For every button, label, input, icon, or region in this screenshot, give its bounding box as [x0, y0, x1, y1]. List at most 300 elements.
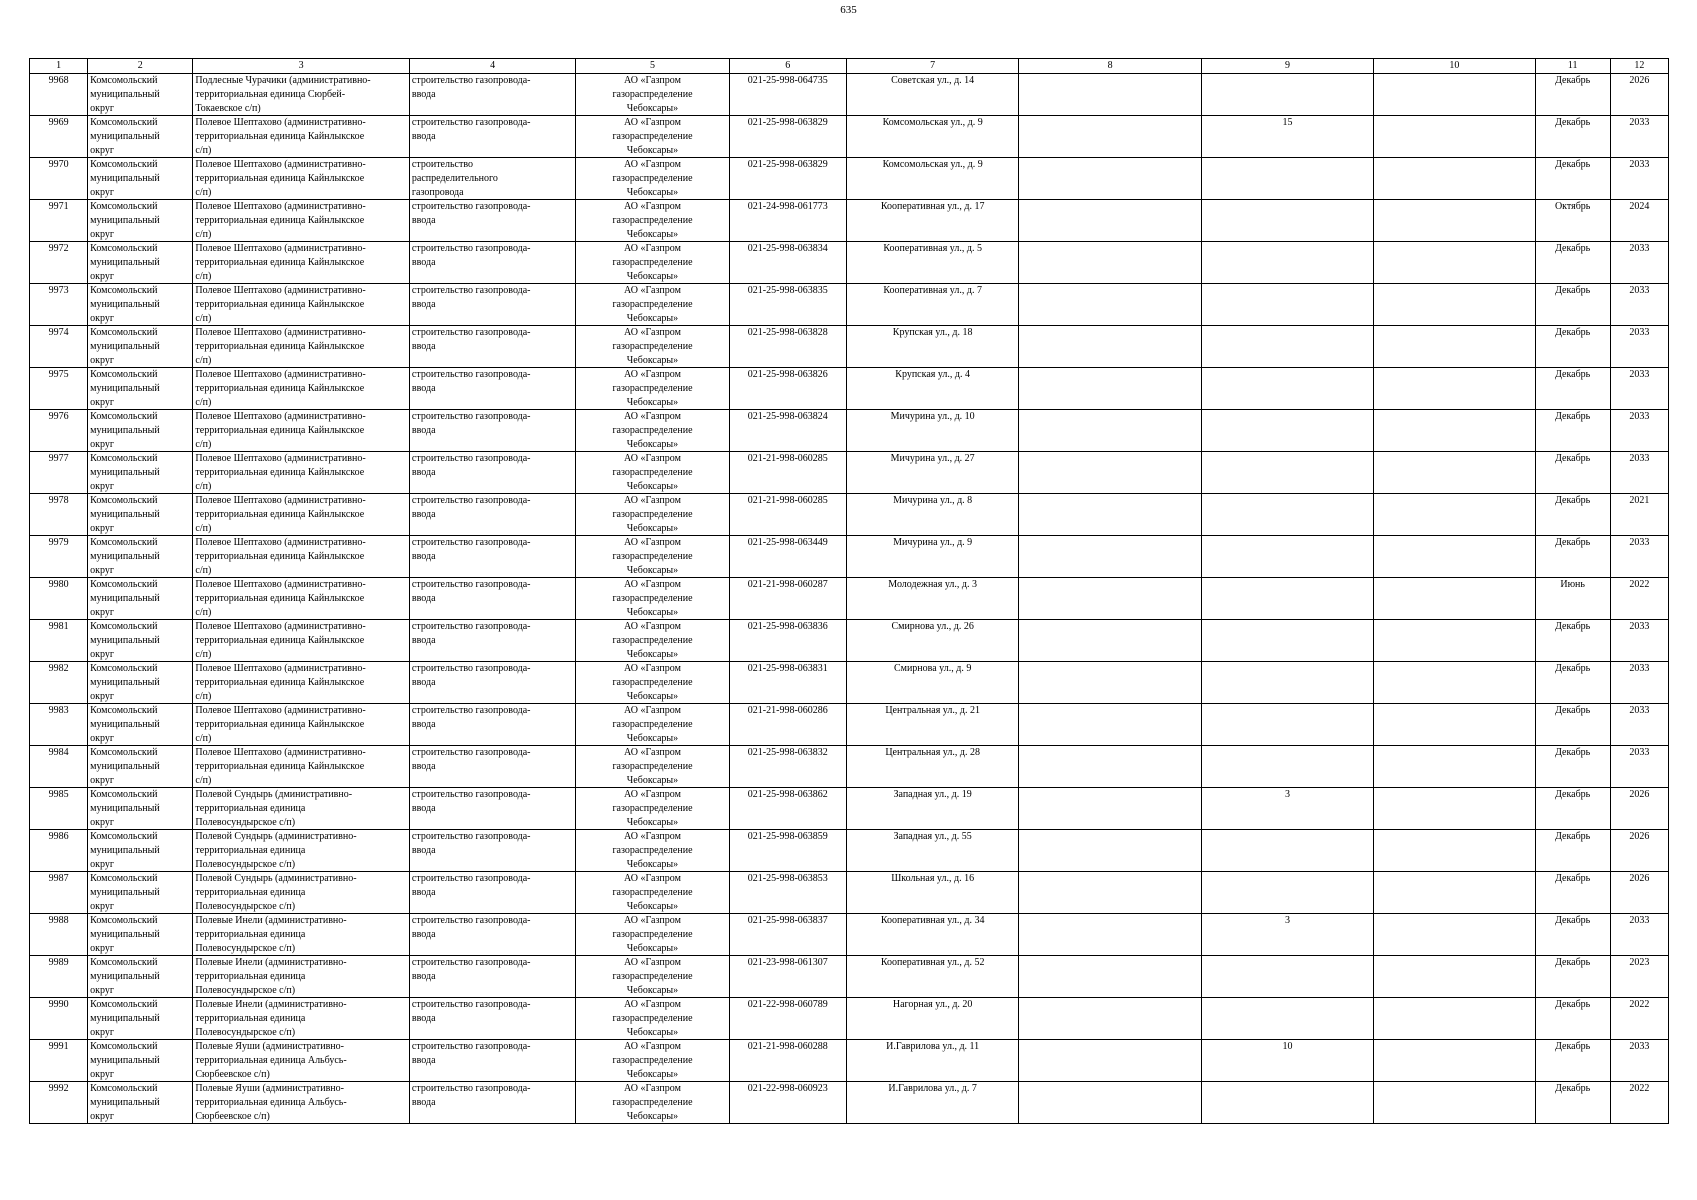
- column-10-cell-text: [1376, 242, 1532, 282]
- column-10-cell: [1374, 998, 1535, 1040]
- district-cell: [88, 326, 193, 368]
- year-cell-text: 2022: [1629, 1083, 1650, 1094]
- object-code-cell-text: 021-25-998-063859: [747, 831, 828, 842]
- column-10-cell: [1374, 956, 1535, 998]
- address-cell: [846, 158, 1018, 200]
- table-row: [30, 830, 1669, 872]
- year-cell-text: 2022: [1629, 999, 1650, 1010]
- column-8-cell-text: [1021, 116, 1198, 156]
- object-code-cell: [729, 956, 846, 998]
- locality-cell: [193, 788, 410, 830]
- district-cell-text: Комсомольский муниципальный округ: [90, 369, 160, 408]
- address-cell: [846, 746, 1018, 788]
- year-cell-text: 2033: [1629, 705, 1650, 716]
- object-code-cell-text: 021-25-998-063834: [747, 243, 828, 254]
- address-cell-text: И.Гаврилова ул., д. 11: [886, 1041, 980, 1052]
- address-cell: [846, 1082, 1018, 1124]
- column-8-cell: [1019, 872, 1201, 914]
- address-cell-text: Крупская ул., д. 4: [895, 369, 970, 380]
- year-cell: [1610, 494, 1668, 536]
- column-10-cell-text: [1376, 284, 1532, 324]
- year-cell: [1610, 788, 1668, 830]
- address-cell-text: Мичурина ул., д. 9: [893, 537, 973, 548]
- year-cell-text: 2026: [1629, 831, 1650, 842]
- column-8-cell: [1019, 620, 1201, 662]
- object-code-cell: [729, 494, 846, 536]
- work-type-cell: [409, 74, 575, 116]
- table-row: [30, 284, 1669, 326]
- object-code-cell: [729, 872, 846, 914]
- column-10-cell-text: [1376, 116, 1532, 156]
- column-8-cell-text: [1021, 830, 1198, 870]
- row-number: [30, 284, 88, 326]
- column-10-cell-text: [1376, 200, 1532, 240]
- district-cell-text: Комсомольский муниципальный округ: [90, 159, 160, 198]
- column-10-cell: [1374, 368, 1535, 410]
- locality-cell-text: Полевой Сундырь (дминистративно- территориальная единица Полевосундырское с/п): [195, 789, 353, 828]
- column-header-12: 12: [1610, 59, 1668, 74]
- organization-cell-text: АО «Газпром газораспределение Чебоксары»: [612, 243, 693, 282]
- column-8-cell-text: [1021, 662, 1198, 702]
- work-type-cell: [409, 872, 575, 914]
- district-cell-text: Комсомольский муниципальный округ: [90, 1041, 160, 1080]
- column-9-cell: [1201, 74, 1373, 116]
- column-header-8: 8: [1019, 59, 1201, 74]
- row-number-text: 9985: [48, 789, 69, 800]
- year-cell-text: 2033: [1629, 411, 1650, 422]
- table-row: [30, 200, 1669, 242]
- month-cell: [1535, 158, 1610, 200]
- district-cell-text: Комсомольский муниципальный округ: [90, 705, 160, 744]
- table-row: [30, 74, 1669, 116]
- locality-cell-text: Полевое Шептахово (административно- территориальная единица Кайнлыкское с/п): [195, 495, 366, 534]
- work-type-cell-text: строительство газопровода- ввода: [411, 117, 531, 142]
- district-cell: [88, 830, 193, 872]
- district-cell-text: Комсомольский муниципальный округ: [90, 999, 160, 1038]
- work-type-cell-text: строительство газопровода- ввода: [411, 747, 531, 772]
- column-9-cell: [1201, 578, 1373, 620]
- month-cell: [1535, 662, 1610, 704]
- row-number-text: 9982: [48, 663, 69, 674]
- work-type-cell: [409, 116, 575, 158]
- month-cell: [1535, 200, 1610, 242]
- address-cell-text: Западная ул., д. 19: [893, 789, 972, 800]
- organization-cell: [576, 536, 729, 578]
- address-cell: [846, 1040, 1018, 1082]
- column-8-cell-text: [1021, 872, 1198, 912]
- organization-cell: [576, 1040, 729, 1082]
- row-number: [30, 704, 88, 746]
- column-10-cell: [1374, 494, 1535, 536]
- row-number-text: 9969: [48, 117, 69, 128]
- locality-cell-text: Полевые Инели (административно- территориальная единица Полевосундырское с/п): [195, 957, 347, 996]
- district-cell-text: Комсомольский муниципальный округ: [90, 621, 160, 660]
- column-10-cell: [1374, 326, 1535, 368]
- column-8-cell-text: [1021, 200, 1198, 240]
- month-cell: [1535, 1082, 1610, 1124]
- column-8-cell: [1019, 200, 1201, 242]
- month-cell-text: Декабрь: [1555, 705, 1591, 716]
- column-8-cell-text: [1021, 914, 1198, 954]
- column-9-cell-text: [1204, 74, 1371, 114]
- column-8-cell-text: [1021, 74, 1198, 114]
- column-8-cell-text: [1021, 536, 1198, 576]
- column-10-cell-text: [1376, 536, 1532, 576]
- column-10-cell: [1374, 74, 1535, 116]
- work-type-cell: [409, 1040, 575, 1082]
- organization-cell: [576, 116, 729, 158]
- organization-cell: [576, 956, 729, 998]
- address-cell: [846, 284, 1018, 326]
- organization-cell-text: АО «Газпром газораспределение Чебоксары»: [612, 705, 693, 744]
- address-cell: [846, 74, 1018, 116]
- address-cell: [846, 704, 1018, 746]
- locality-cell-text: Полевое Шептахово (административно- территориальная единица Кайнлыкское с/п): [195, 201, 366, 240]
- work-type-cell-text: строительство газопровода- ввода: [411, 327, 531, 352]
- object-code-cell: [729, 1040, 846, 1082]
- district-cell-text: Комсомольский муниципальный округ: [90, 831, 160, 870]
- row-number: [30, 746, 88, 788]
- column-9-cell-text: [1204, 410, 1371, 450]
- district-cell: [88, 74, 193, 116]
- year-cell-text: 2033: [1629, 327, 1650, 338]
- address-cell-text: Советская ул., д. 14: [891, 75, 975, 86]
- year-cell-text: 2033: [1629, 663, 1650, 674]
- work-type-cell: [409, 452, 575, 494]
- locality-cell: [193, 452, 410, 494]
- work-type-cell: [409, 998, 575, 1040]
- organization-cell: [576, 452, 729, 494]
- column-9-cell: [1201, 452, 1373, 494]
- year-cell: [1610, 746, 1668, 788]
- address-cell-text: Центральная ул., д. 21: [885, 705, 980, 716]
- address-cell-text: Кооперативная ул., д. 52: [880, 957, 985, 968]
- district-cell: [88, 284, 193, 326]
- month-cell-text: Декабрь: [1555, 117, 1591, 128]
- organization-cell-text: АО «Газпром газораспределение Чебоксары»: [612, 999, 693, 1038]
- month-cell-text: Декабрь: [1555, 915, 1591, 926]
- object-code-cell-text: 021-22-998-060923: [747, 1083, 828, 1094]
- year-cell: [1610, 872, 1668, 914]
- district-cell: [88, 872, 193, 914]
- object-code-cell: [729, 116, 846, 158]
- address-cell-text: Центральная ул., д. 28: [885, 747, 980, 758]
- locality-cell: [193, 74, 410, 116]
- district-cell: [88, 998, 193, 1040]
- district-cell: [88, 704, 193, 746]
- column-9-cell-text: [1204, 200, 1371, 240]
- organization-cell-text: АО «Газпром газораспределение Чебоксары»: [612, 453, 693, 492]
- column-8-cell-text: [1021, 956, 1198, 996]
- work-type-cell-text: строительство газопровода- ввода: [411, 201, 531, 226]
- month-cell: [1535, 326, 1610, 368]
- address-cell-text: Западная ул., д. 55: [893, 831, 972, 842]
- table-row: [30, 368, 1669, 410]
- district-cell: [88, 1040, 193, 1082]
- month-cell-text: Декабрь: [1555, 999, 1591, 1010]
- year-cell: [1610, 536, 1668, 578]
- organization-cell-text: АО «Газпром газораспределение Чебоксары»: [612, 537, 693, 576]
- locality-cell: [193, 914, 410, 956]
- column-10-cell-text: [1376, 74, 1532, 114]
- month-cell-text: Декабрь: [1555, 411, 1591, 422]
- row-number-text: 9968: [48, 75, 69, 86]
- work-type-cell-text: строительство газопровода- ввода: [411, 873, 531, 898]
- address-cell-text: Смирнова ул., д. 9: [893, 663, 972, 674]
- month-cell-text: Июнь: [1560, 579, 1585, 590]
- month-cell: [1535, 494, 1610, 536]
- object-code-cell: [729, 536, 846, 578]
- organization-cell-text: АО «Газпром газораспределение Чебоксары»: [612, 285, 693, 324]
- column-header-5: 5: [576, 59, 729, 74]
- locality-cell-text: Полевое Шептахово (административно- территориальная единица Кайнлыкское с/п): [195, 285, 366, 324]
- column-8-cell-text: [1021, 704, 1198, 744]
- locality-cell: [193, 704, 410, 746]
- locality-cell: [193, 1040, 410, 1082]
- organization-cell: [576, 998, 729, 1040]
- work-type-cell: [409, 242, 575, 284]
- column-8-cell: [1019, 662, 1201, 704]
- object-code-cell: [729, 998, 846, 1040]
- month-cell: [1535, 536, 1610, 578]
- column-8-cell: [1019, 578, 1201, 620]
- work-type-cell-text: строительство газопровода- ввода: [411, 789, 531, 814]
- column-10-cell-text: [1376, 620, 1532, 660]
- work-type-cell-text: строительство газопровода- ввода: [411, 453, 531, 478]
- organization-cell: [576, 410, 729, 452]
- column-10-cell-text: [1376, 494, 1532, 534]
- row-number: [30, 1040, 88, 1082]
- year-cell: [1610, 158, 1668, 200]
- year-cell: [1610, 368, 1668, 410]
- row-number: [30, 578, 88, 620]
- district-cell-text: Комсомольский муниципальный округ: [90, 579, 160, 618]
- organization-cell: [576, 494, 729, 536]
- row-number-text: 9992: [48, 1083, 69, 1094]
- row-number: [30, 620, 88, 662]
- column-8-cell: [1019, 1082, 1201, 1124]
- address-cell-text: Кооперативная ул., д. 5: [883, 243, 982, 254]
- locality-cell: [193, 536, 410, 578]
- column-9-cell-text: [1204, 620, 1371, 660]
- table-row: [30, 242, 1669, 284]
- object-code-cell: [729, 620, 846, 662]
- month-cell: [1535, 956, 1610, 998]
- organization-cell-text: АО «Газпром газораспределение Чебоксары»: [612, 369, 693, 408]
- object-code-cell: [729, 746, 846, 788]
- month-cell: [1535, 704, 1610, 746]
- column-8-cell-text: [1021, 284, 1198, 324]
- row-number: [30, 998, 88, 1040]
- month-cell-text: Декабрь: [1555, 285, 1591, 296]
- work-type-cell: [409, 368, 575, 410]
- organization-cell-text: АО «Газпром газораспределение Чебоксары»: [612, 621, 693, 660]
- year-cell-text: 2023: [1629, 957, 1650, 968]
- month-cell: [1535, 578, 1610, 620]
- locality-cell: [193, 1082, 410, 1124]
- column-8-cell-text: [1021, 158, 1198, 198]
- month-cell: [1535, 1040, 1610, 1082]
- work-type-cell: [409, 284, 575, 326]
- year-cell: [1610, 74, 1668, 116]
- locality-cell-text: Полевое Шептахово (административно- территориальная единица Кайнлыкское с/п): [195, 453, 366, 492]
- column-10-cell: [1374, 284, 1535, 326]
- locality-cell: [193, 662, 410, 704]
- organization-cell-text: АО «Газпром газораспределение Чебоксары»: [612, 411, 693, 450]
- address-cell-text: Кооперативная ул., д. 7: [883, 285, 982, 296]
- year-cell: [1610, 662, 1668, 704]
- district-cell: [88, 494, 193, 536]
- month-cell: [1535, 284, 1610, 326]
- column-10-cell-text: [1376, 1040, 1532, 1080]
- column-10-cell: [1374, 242, 1535, 284]
- year-cell: [1610, 200, 1668, 242]
- address-cell: [846, 662, 1018, 704]
- year-cell-text: 2033: [1629, 243, 1650, 254]
- table-row: [30, 410, 1669, 452]
- district-cell-text: Комсомольский муниципальный округ: [90, 663, 160, 702]
- column-10-cell-text: [1376, 158, 1532, 198]
- column-8-cell-text: [1021, 242, 1198, 282]
- row-number-text: 9975: [48, 369, 69, 380]
- year-cell: [1610, 704, 1668, 746]
- month-cell: [1535, 116, 1610, 158]
- object-code-cell-text: 021-25-998-063832: [747, 747, 828, 758]
- object-code-cell-text: 021-25-998-063826: [747, 369, 828, 380]
- organization-cell-text: АО «Газпром газораспределение Чебоксары»: [612, 747, 693, 786]
- column-8-cell-text: [1021, 998, 1198, 1038]
- address-cell: [846, 200, 1018, 242]
- object-code-cell-text: 021-21-998-060285: [747, 495, 828, 506]
- column-10-cell: [1374, 746, 1535, 788]
- work-type-cell-text: строительство газопровода- ввода: [411, 411, 531, 436]
- row-number-text: 9978: [48, 495, 69, 506]
- district-cell-text: Комсомольский муниципальный округ: [90, 789, 160, 828]
- column-9-cell: [1201, 872, 1373, 914]
- column-10-cell: [1374, 620, 1535, 662]
- object-code-cell-text: 021-25-998-063829: [747, 159, 828, 170]
- work-type-cell-text: строительство газопровода- ввода: [411, 705, 531, 730]
- row-number: [30, 872, 88, 914]
- district-cell: [88, 242, 193, 284]
- year-cell-text: 2021: [1629, 495, 1650, 506]
- year-cell-text: 2033: [1629, 453, 1650, 464]
- address-cell-text: Мичурина ул., д. 10: [890, 411, 975, 422]
- column-8-cell: [1019, 452, 1201, 494]
- locality-cell-text: Полевые Инели (административно- территориальная единица Полевосундырское с/п): [195, 999, 347, 1038]
- row-number-text: 9971: [48, 201, 69, 212]
- work-type-cell-text: строительство газопровода- ввода: [411, 75, 531, 100]
- table-row: [30, 998, 1669, 1040]
- object-code-cell: [729, 830, 846, 872]
- district-cell: [88, 200, 193, 242]
- column-9-cell: [1201, 116, 1373, 158]
- district-cell: [88, 536, 193, 578]
- row-number: [30, 452, 88, 494]
- column-9-cell-text: [1204, 326, 1371, 366]
- column-8-cell: [1019, 788, 1201, 830]
- organization-cell-text: АО «Газпром газораспределение Чебоксары»: [612, 873, 693, 912]
- column-10-cell-text: [1376, 578, 1532, 618]
- address-cell-text: И.Гаврилова ул., д. 7: [888, 1083, 977, 1094]
- month-cell: [1535, 242, 1610, 284]
- column-9-cell: [1201, 704, 1373, 746]
- column-10-cell-text: [1376, 452, 1532, 492]
- column-9-cell: [1201, 914, 1373, 956]
- locality-cell: [193, 578, 410, 620]
- column-8-cell-text: [1021, 326, 1198, 366]
- address-cell: [846, 452, 1018, 494]
- month-cell-text: Декабрь: [1555, 663, 1591, 674]
- column-header-10: 10: [1374, 59, 1535, 74]
- address-cell-text: Кооперативная ул., д. 17: [880, 201, 985, 212]
- column-9-cell: [1201, 830, 1373, 872]
- organization-cell: [576, 284, 729, 326]
- year-cell-text: 2033: [1629, 747, 1650, 758]
- locality-cell-text: Полевой Сундырь (административно- территориальная единица Полевосундырское с/п): [195, 831, 357, 870]
- column-10-cell: [1374, 1082, 1535, 1124]
- month-cell-text: Декабрь: [1555, 1041, 1591, 1052]
- row-number: [30, 662, 88, 704]
- district-cell-text: Комсомольский муниципальный округ: [90, 453, 160, 492]
- work-type-cell: [409, 746, 575, 788]
- year-cell: [1610, 410, 1668, 452]
- year-cell: [1610, 242, 1668, 284]
- object-code-cell-text: 021-25-998-063828: [747, 327, 828, 338]
- object-code-cell-text: 021-25-998-063837: [747, 915, 828, 926]
- address-cell: [846, 410, 1018, 452]
- locality-cell: [193, 830, 410, 872]
- table-row: [30, 494, 1669, 536]
- address-cell-text: Мичурина ул., д. 27: [890, 453, 975, 464]
- object-code-cell: [729, 200, 846, 242]
- column-8-cell: [1019, 116, 1201, 158]
- column-9-cell-text: [1204, 746, 1371, 786]
- table-row: [30, 746, 1669, 788]
- month-cell-text: Декабрь: [1555, 243, 1591, 254]
- object-code-cell-text: 021-25-998-063835: [747, 285, 828, 296]
- address-cell: [846, 788, 1018, 830]
- column-10-cell-text: [1376, 746, 1532, 786]
- work-type-cell: [409, 788, 575, 830]
- column-10-cell-text: [1376, 368, 1532, 408]
- year-cell-text: 2024: [1629, 201, 1650, 212]
- table-row: [30, 578, 1669, 620]
- column-9-cell-text: [1204, 998, 1371, 1038]
- organization-cell-text: АО «Газпром газораспределение Чебоксары»: [612, 831, 693, 870]
- column-10-cell: [1374, 914, 1535, 956]
- month-cell: [1535, 452, 1610, 494]
- column-10-cell-text: [1376, 872, 1532, 912]
- year-cell: [1610, 1040, 1668, 1082]
- year-cell-text: 2033: [1629, 1041, 1650, 1052]
- column-8-cell-text: [1021, 620, 1198, 660]
- table-row: [30, 662, 1669, 704]
- column-9-cell: [1201, 620, 1373, 662]
- month-cell: [1535, 872, 1610, 914]
- column-header-9: 9: [1201, 59, 1373, 74]
- organization-cell-text: АО «Газпром газораспределение Чебоксары»: [612, 327, 693, 366]
- column-8-cell-text: [1021, 788, 1198, 828]
- address-cell: [846, 620, 1018, 662]
- organization-cell: [576, 368, 729, 410]
- organization-cell: [576, 830, 729, 872]
- column-8-cell-text: [1021, 494, 1198, 534]
- work-type-cell-text: строительство газопровода- ввода: [411, 369, 531, 394]
- locality-cell-text: Полевое Шептахово (административно- территориальная единица Кайнлыкское с/п): [195, 117, 366, 156]
- organization-cell-text: АО «Газпром газораспределение Чебоксары»: [612, 201, 693, 240]
- column-9-cell: [1201, 788, 1373, 830]
